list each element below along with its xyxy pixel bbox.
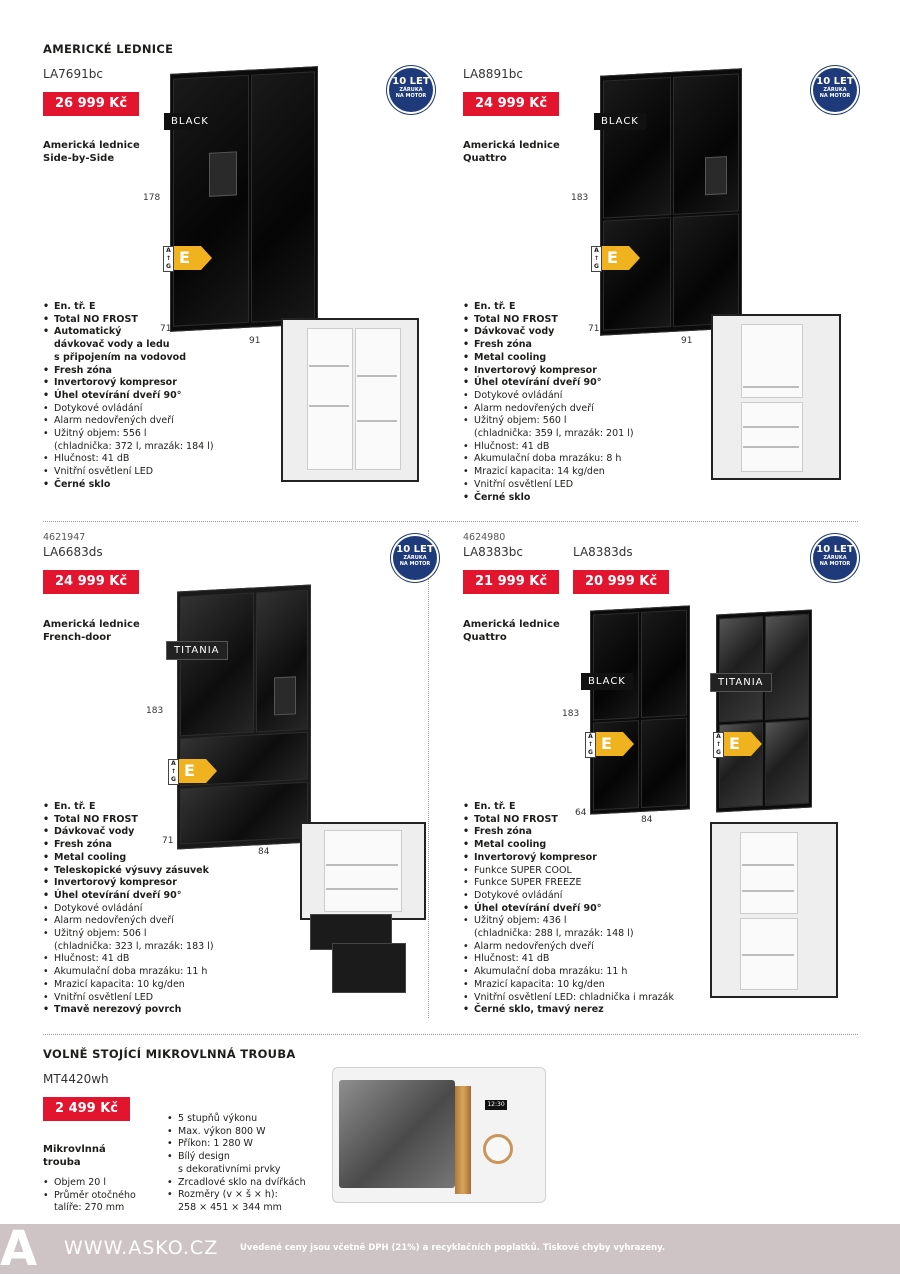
feature-item: • Invertorový kompresor xyxy=(43,377,273,390)
feature-item: • Hlučnost: 41 dB xyxy=(463,953,713,966)
footer xyxy=(0,1221,900,1277)
feature-item: • Funkce SUPER COOL xyxy=(463,865,713,878)
p3-dim-width: 84 xyxy=(258,847,270,857)
p3-code: 4621947 xyxy=(43,532,86,543)
feature-item: • Úhel otevírání dveří 90° xyxy=(43,890,293,903)
feature-item: • Užitný objem: 506 l xyxy=(43,928,293,941)
feature-item: • Metal cooling xyxy=(43,852,293,865)
p5-type: Mikrovlnná trouba xyxy=(43,1144,106,1168)
divider xyxy=(43,521,858,522)
p4-dim-width: 84 xyxy=(641,815,653,825)
p3-price: 24 999 Kč xyxy=(43,570,139,594)
feature-item: 258 × 451 × 344 mm xyxy=(178,1201,282,1213)
feature-item: • Dotykové ovládání xyxy=(43,903,293,916)
warranty-badge-icon: 10 LET ZÁRUKA NA MOTOR xyxy=(393,536,437,580)
feature-item: s dekorativními prvky xyxy=(178,1163,281,1175)
p2-fridge-image xyxy=(600,68,742,335)
p4-code: 4624980 xyxy=(463,532,506,543)
feature-item: • Total NO FROST xyxy=(43,314,273,327)
feature-item: • Max. výkon 800 W xyxy=(167,1126,332,1139)
p5-microwave-image xyxy=(332,1067,546,1203)
feature-item: • Úhel otevírání dveří 90° xyxy=(463,903,713,916)
feature-item: • Fresh zóna xyxy=(43,839,293,852)
feature-item: • Hlučnost: 41 dB xyxy=(43,453,273,466)
p4-open-fridge-image xyxy=(710,822,838,998)
feature-item: • Vnitřní osvětlení LED xyxy=(43,466,273,479)
feature-item: • Dávkovač vody xyxy=(43,826,293,839)
feature-item: • Rozměry (v × š × h): xyxy=(167,1189,332,1202)
p2-open-fridge-image xyxy=(711,314,841,480)
feature-item: • Tmavě nerezový povrch xyxy=(43,1004,293,1017)
feature-item: • Metal cooling xyxy=(463,839,713,852)
feature-item: • Úhel otevírání dveří 90° xyxy=(463,377,703,390)
feature-item: • Automatický xyxy=(43,326,273,339)
feature-item: • En. tř. E xyxy=(463,301,703,314)
p2-feature-list xyxy=(463,301,703,504)
p3-drawer-image xyxy=(332,943,406,993)
p3-dim-height: 183 xyxy=(146,706,164,716)
p4-dim-height: 183 xyxy=(562,709,580,719)
warranty-badge-icon: 10 LET ZÁRUKA NA MOTOR xyxy=(813,536,857,580)
p4-price-a: 21 999 Kč xyxy=(463,570,559,594)
feature-item: • Invertorový kompresor xyxy=(463,365,703,378)
feature-item: (chladnička: 288 l, mrazák: 148 l) xyxy=(474,928,634,940)
feature-item: • Total NO FROST xyxy=(43,814,293,827)
p1-price: 26 999 Kč xyxy=(43,92,139,116)
p2-model: LA8891bc xyxy=(463,67,523,81)
p4-feature-list xyxy=(463,801,713,1017)
feature-item: talíře: 270 mm xyxy=(54,1202,125,1214)
p3-dim-depth: 71 xyxy=(162,836,174,846)
p5-display: 12:30 xyxy=(485,1100,507,1110)
feature-item: • Dotykové ovládání xyxy=(463,890,713,903)
feature-item: s připojením na vodovod xyxy=(54,351,187,363)
footer-url[interactable]: WWW.ASKO.CZ xyxy=(64,1237,219,1259)
feature-item: • Total NO FROST xyxy=(463,814,713,827)
p2-dim-width: 91 xyxy=(681,336,693,346)
feature-item: • Příkon: 1 280 W xyxy=(167,1138,332,1151)
feature-item: • Dávkovač vody xyxy=(463,326,703,339)
feature-item: • Invertorový kompresor xyxy=(463,852,713,865)
p1-dim-height: 178 xyxy=(143,193,161,203)
p3-model: LA6683ds xyxy=(43,545,103,559)
p5-feature-list-left xyxy=(43,1177,163,1215)
feature-item: • Alarm nedovřených dveří xyxy=(463,403,703,416)
feature-item: (chladnička: 359 l, mrazák: 201 l) xyxy=(474,428,634,440)
feature-item: • Objem 20 l xyxy=(43,1177,163,1190)
p4-color-label-a: BLACK xyxy=(581,673,633,690)
feature-item: • Černé sklo xyxy=(43,479,273,492)
feature-item: • 5 stupňů výkonu xyxy=(167,1113,332,1126)
feature-item: • Vnitřní osvětlení LED: chladnička i mrazák xyxy=(463,992,713,1005)
section-title-fridges: AMERICKÉ LEDNICE xyxy=(43,42,174,56)
p1-feature-list xyxy=(43,301,273,492)
asko-logo-icon: A xyxy=(0,1221,38,1277)
p2-dim-depth: 71 xyxy=(588,324,600,334)
feature-item: • Průměr otočného xyxy=(43,1190,163,1203)
p4-dim-depth: 64 xyxy=(575,808,587,818)
p1-type: Americká lednice Side-by-Side xyxy=(43,140,140,164)
p1-dim-depth: 71 xyxy=(160,324,172,334)
footer-note: Uvedené ceny jsou včetně DPH (21%) a recyklačních poplatků. Tiskové chyby vyhrazeny. xyxy=(240,1243,666,1253)
p2-type: Americká lednice Quattro xyxy=(463,140,560,164)
feature-item: • Akumulační doba mrazáku: 8 h xyxy=(463,453,703,466)
section-title-microwave: VOLNĚ STOJÍCÍ MIKROVLNNÁ TROUBA xyxy=(43,1047,296,1061)
feature-item: • Bílý design xyxy=(167,1151,332,1164)
feature-item: • Fresh zóna xyxy=(43,365,273,378)
divider xyxy=(43,1034,858,1035)
feature-item: • En. tř. E xyxy=(43,301,273,314)
p4-fridge-black-image xyxy=(590,605,690,814)
feature-item: • Funkce SUPER FREEZE xyxy=(463,877,713,890)
feature-item: • Zrcadlové sklo na dvířkách xyxy=(167,1177,332,1190)
feature-item: • Užitný objem: 436 l xyxy=(463,915,713,928)
p1-color-label: BLACK xyxy=(164,113,216,130)
p3-open-fridge-image xyxy=(300,822,426,920)
p5-feature-list-right xyxy=(167,1113,332,1215)
p4-price-b: 20 999 Kč xyxy=(573,570,669,594)
feature-item: • Total NO FROST xyxy=(463,314,703,327)
feature-item: • Černé sklo xyxy=(463,492,703,505)
p4-color-label-b: TITANIA xyxy=(710,673,772,692)
feature-item: • Hlučnost: 41 dB xyxy=(43,953,293,966)
p2-color-label: BLACK xyxy=(594,113,646,130)
warranty-badge-icon: 10 LET ZÁRUKA NA MOTOR xyxy=(389,68,433,112)
feature-item: • Mrazicí kapacita: 14 kg/den xyxy=(463,466,703,479)
p4-model-b: LA8383ds xyxy=(573,545,633,559)
feature-item: • Úhel otevírání dveří 90° xyxy=(43,390,273,403)
p2-dim-height: 183 xyxy=(571,193,589,203)
p4-type: Americká lednice Quattro xyxy=(463,619,560,643)
feature-item: • Vnitřní osvětlení LED xyxy=(463,479,703,492)
feature-item: (chladnička: 372 l, mrazák: 184 l) xyxy=(54,440,214,452)
feature-item: • Metal cooling xyxy=(463,352,703,365)
p2-price: 24 999 Kč xyxy=(463,92,559,116)
feature-item: • Hlučnost: 41 dB xyxy=(463,441,703,454)
feature-item: • Mrazicí kapacita: 10 kg/den xyxy=(43,979,293,992)
p1-fridge-image xyxy=(170,66,318,332)
p4-model-a: LA8383bc xyxy=(463,545,523,559)
feature-item: • Invertorový kompresor xyxy=(43,877,293,890)
feature-item: • Akumulační doba mrazáku: 11 h xyxy=(43,966,293,979)
feature-item: (chladnička: 323 l, mrazák: 183 l) xyxy=(54,940,214,952)
feature-item: • Fresh zóna xyxy=(463,339,703,352)
p1-model: LA7691bc xyxy=(43,67,103,81)
feature-item: • Vnitřní osvětlení LED xyxy=(43,992,293,1005)
divider xyxy=(428,530,429,1018)
feature-item: • En. tř. E xyxy=(463,801,713,814)
feature-item: • Mrazicí kapacita: 10 kg/den xyxy=(463,979,713,992)
feature-item: • Alarm nedovřených dveří xyxy=(463,941,713,954)
feature-item: • Dotykové ovládání xyxy=(463,390,703,403)
feature-item: • Teleskopické výsuvy zásuvek xyxy=(43,865,293,878)
p3-feature-list xyxy=(43,801,293,1017)
feature-item: • Užitný objem: 560 l xyxy=(463,415,703,428)
p1-open-fridge-image xyxy=(281,318,419,482)
feature-item: • Alarm nedovřených dveří xyxy=(43,915,293,928)
feature-item: • Fresh zóna xyxy=(463,826,713,839)
feature-item: • Alarm nedovřených dveří xyxy=(43,415,273,428)
p4-fridge-titania-image xyxy=(716,609,812,812)
feature-item: dávkovač vody a ledu xyxy=(54,339,170,351)
p1-dim-width: 91 xyxy=(249,336,261,346)
feature-item: • Černé sklo, tmavý nerez xyxy=(463,1004,713,1017)
feature-item: • Dotykové ovládání xyxy=(43,403,273,416)
feature-item: • En. tř. E xyxy=(43,801,293,814)
warranty-badge-icon: 10 LET ZÁRUKA NA MOTOR xyxy=(813,68,857,112)
p3-type: Americká lednice French-door xyxy=(43,619,140,643)
p3-color-label: TITANIA xyxy=(166,641,228,660)
p5-price: 2 499 Kč xyxy=(43,1097,130,1121)
p5-model: MT4420wh xyxy=(43,1072,109,1086)
feature-item: • Akumulační doba mrazáku: 11 h xyxy=(463,966,713,979)
feature-item: • Užitný objem: 556 l xyxy=(43,428,273,441)
